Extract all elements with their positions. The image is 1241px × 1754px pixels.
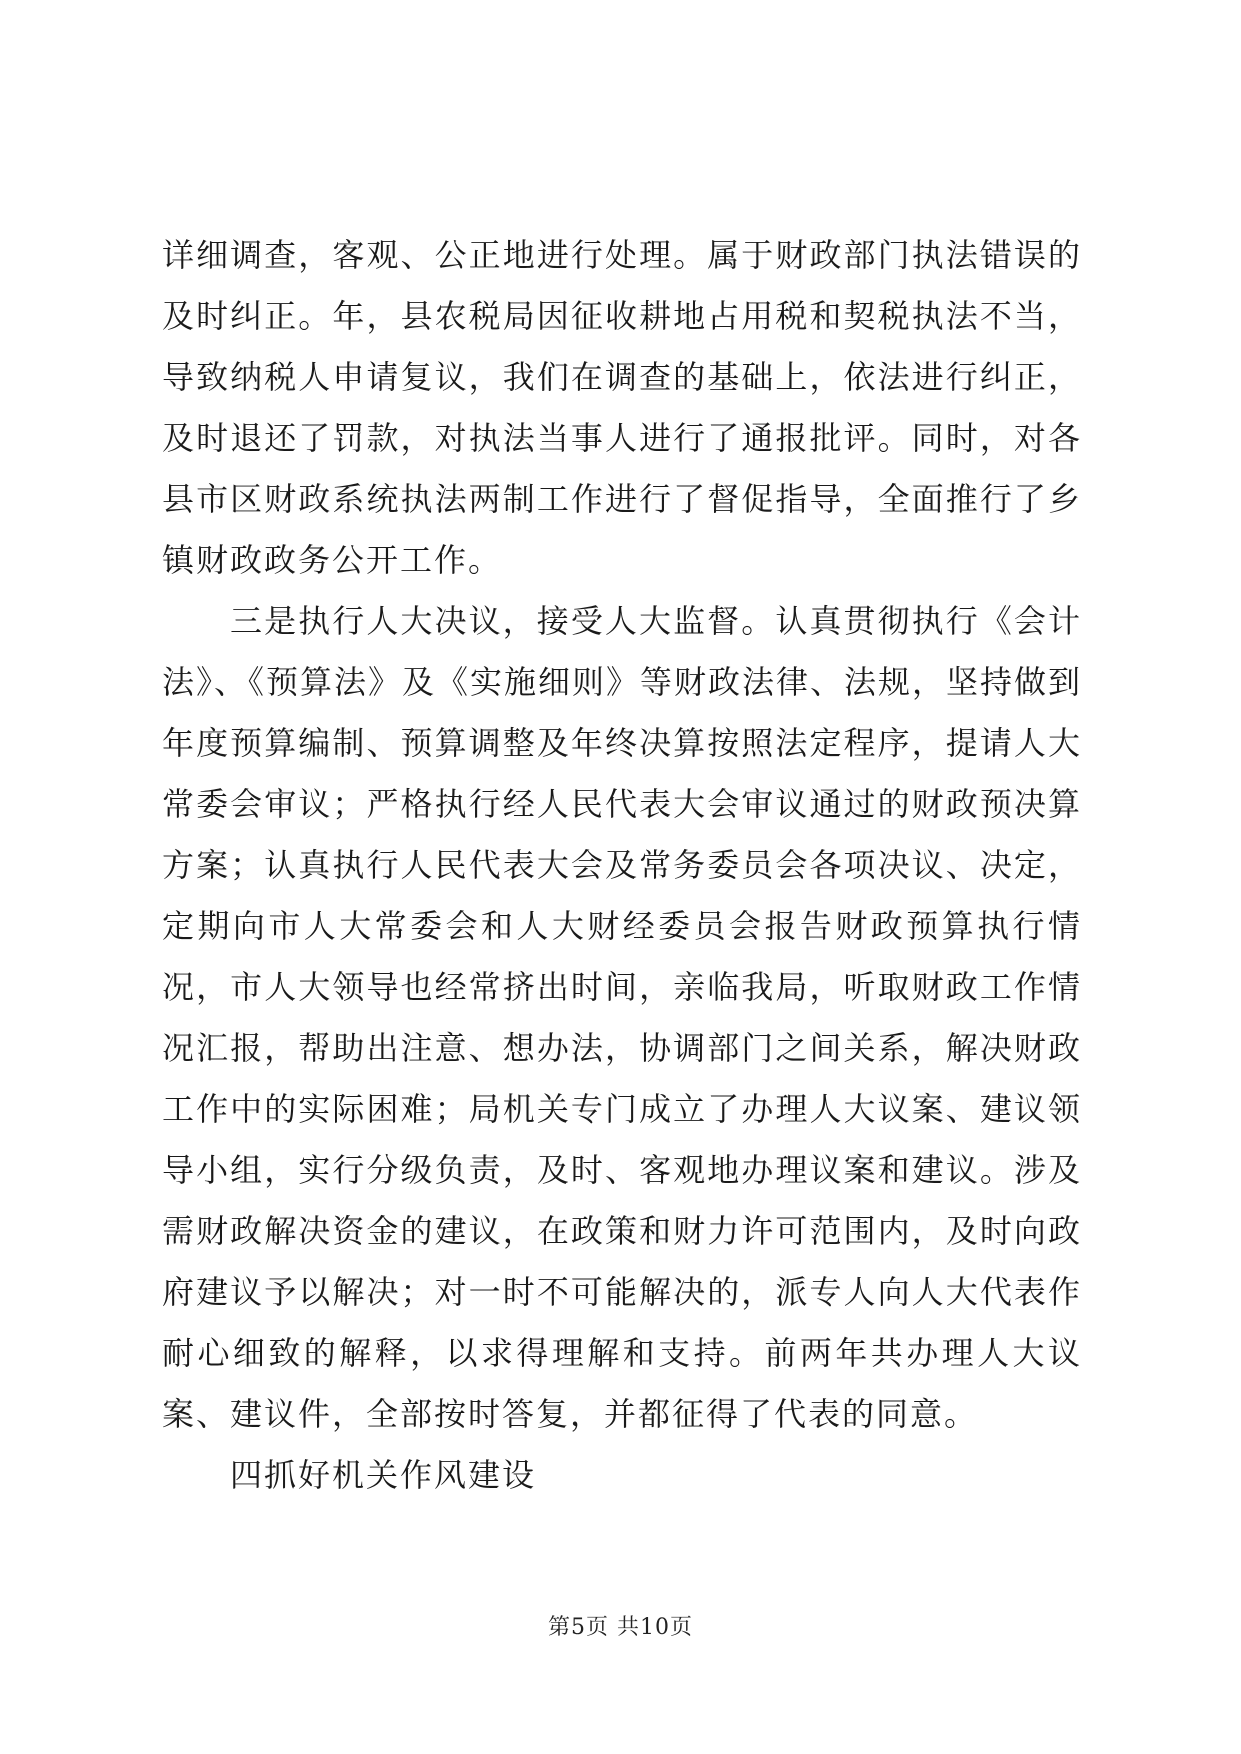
paragraph-1: 详细调查，客观、公正地进行处理。属于财政部门执法错误的及时纠正。年，县农税局因征收耕地占用税和契税执法不当，导致纳税人申请复议，我们在调查的基础上，依法进行纠正，及时退还了罚款，对执法当事人进行了通报批评。同时，对各县市区财政系统执法两制工作进行了督促指导，全面推行了乡镇财政政务公开工作。 xyxy=(162,236,1082,579)
document-body xyxy=(162,225,1082,1506)
paragraph-2: 三是执行人大决议，接受人大监督。认真贯彻执行《会计法》、《预算法》及《实施细则》等财政法律、法规，坚持做到年度预算编制、预算调整及年终决算按照法定程序，提请人大常委会审议；严格执行经人民代表大会审议通过的财政预决算方案；认真执行人民代表大会及常务委员会各项决议、决定，定期向市人大常委会和人大财经委员会报告财政预算执行情况，市人大领导也经常挤出时间，亲临我局，听取财政工作情况汇报，帮助出注意、想办法，协调部门之间关系，解决财政工作中的实际困难；局机关专门成立了办理人大议案、建议领导小组，实行分级负责，及时、客观地办理议案和建议。涉及需财政解决资金的建议，在政策和财力许可范围内，及时向政府建议予以解决；对一时不可能解决的，派专人向人大代表作耐心细致的解释，以求得理解和支持。前两年共办理人大议案、建议件，全部按时答复，并都征得了代表的同意。 xyxy=(162,602,1083,1433)
paragraph-3-heading: 四抓好机关作风建设 xyxy=(230,1456,537,1494)
page-number-footer: 第5页 共10页 xyxy=(548,1615,693,1640)
